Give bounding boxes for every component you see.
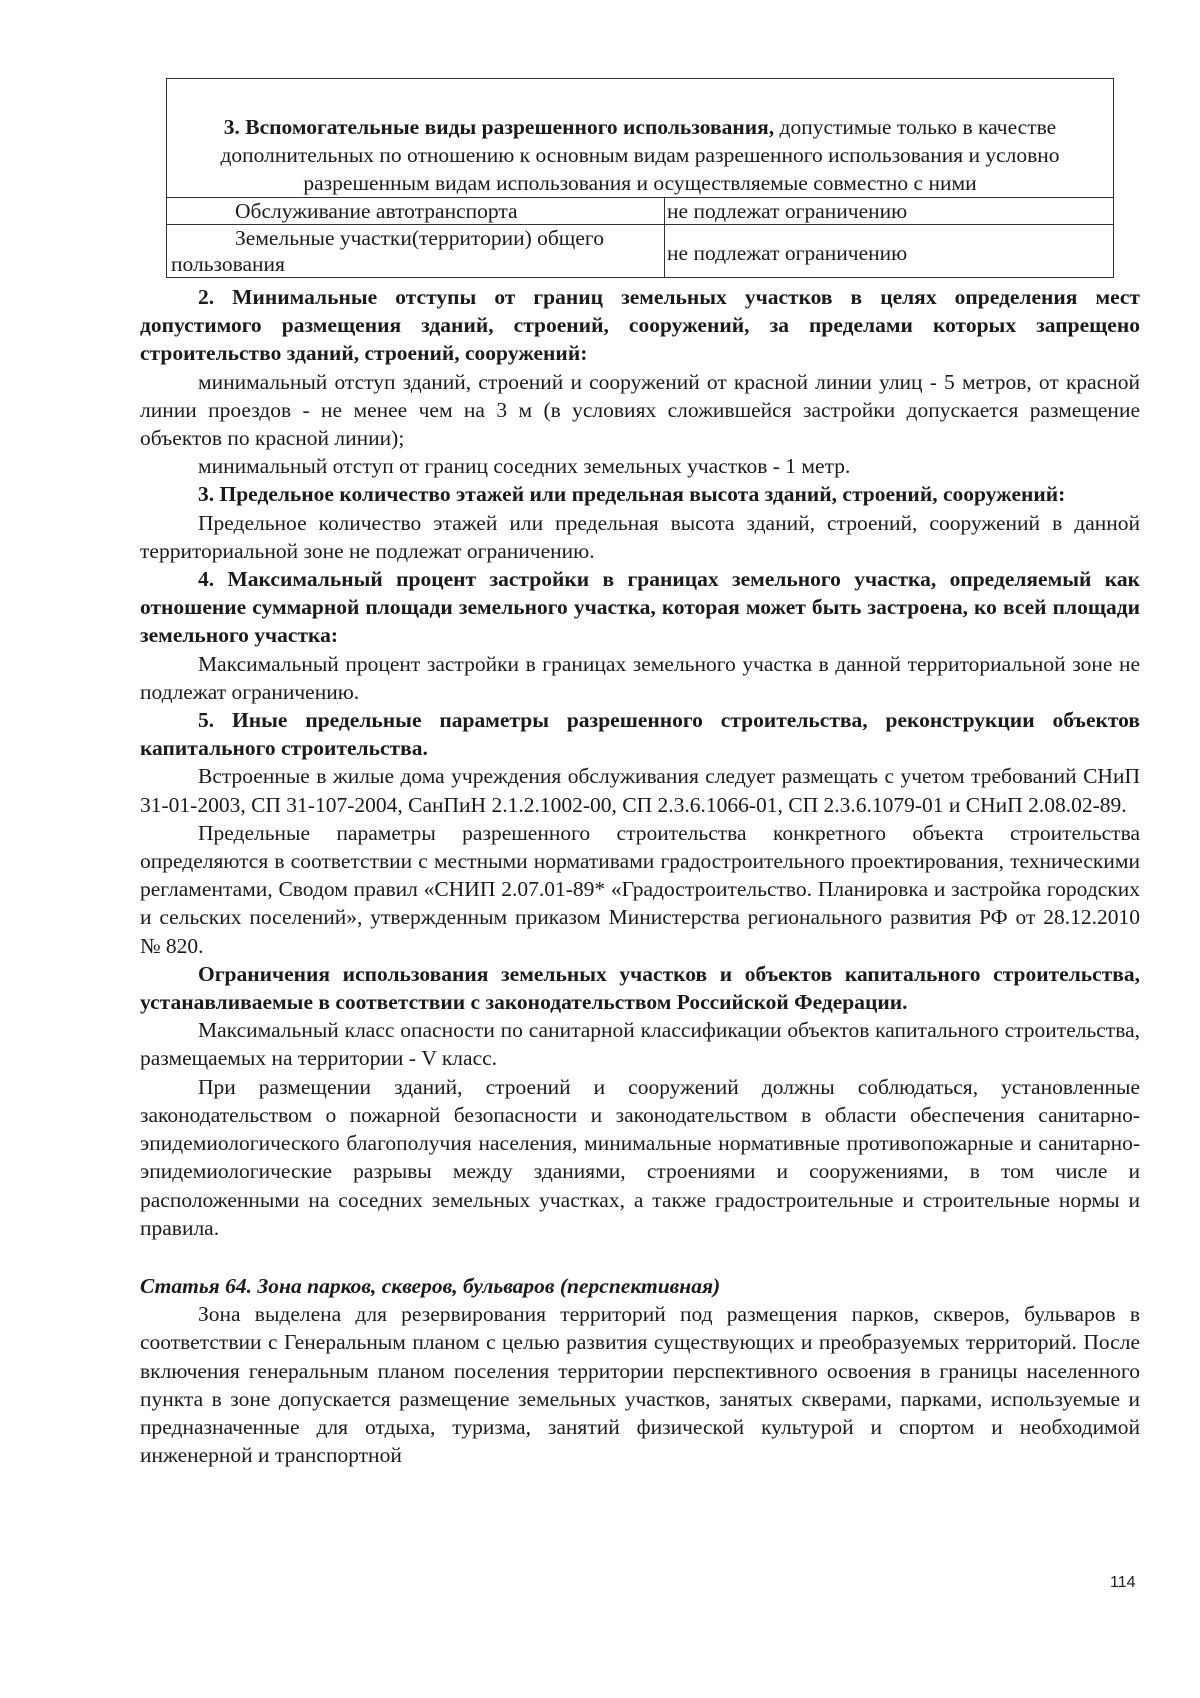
section-3-heading xyxy=(140,480,1140,508)
table-header-row xyxy=(167,79,1114,198)
document-body xyxy=(140,283,1140,1469)
paragraph: Предельное количество этажей или предельная высота зданий, строений, сооружений в данной территориальной зоне не подлежат ограничению. xyxy=(140,510,1140,563)
section-5-heading xyxy=(140,706,1140,762)
paragraph: Встроенные в жилые дома учреждения обслуживания следует размещать с учетом требований СНиП 31-01-2003, СП 31-107-2004, СанПиН 2.1.2.1002-00, СП 2.3.6.1066-01, СП 2.3.6.1079-01 и СНиП 2.08.02-89. xyxy=(140,764,1140,817)
article-heading: Статья 64. Зона парков, скверов, бульваров (перспективная) xyxy=(140,1273,721,1298)
use-text: Обслуживание автотранспорта xyxy=(235,199,518,223)
table-header-bold: 3. Вспомогательные виды разрешенного использования, xyxy=(223,115,775,139)
section-2-heading xyxy=(140,283,1140,368)
paragraph: При размещении зданий, строений и сооружений должны соблюдаться, установленные законодательством о пожарной безопасности и законодательством в области обеспечения санитарно-эпидемиологического благополучия населения, минимальные нормативные противопожарные и санитарно-эпидемиологические разрывы между зданиями, строениями и сооружениями, в том числе и расположенными на соседних земельных участках, а также градостроительные и строительные нормы и правила. xyxy=(140,1074,1140,1240)
paragraph: Максимальный процент застройки в границах земельного участка в данной территориальной зоне не подлежат ограничению. xyxy=(140,651,1140,704)
section-3-heading-text: 3. Предельное количество этажей или предельная высота зданий, строений, сооружений: xyxy=(198,482,1066,507)
table-header-cell xyxy=(167,79,1114,198)
section-4-heading-text: 4. Максимальный процент застройки в границах земельного участка, определяемый как отношение суммарной площади земельного участка, которая может быть застроена, ко всей площади земельного участка: xyxy=(140,567,1140,648)
limits-heading-text: Ограничения использования земельных участков и объектов капитального строительства, устанавливаемые в соответствии с законодательством Российской Федерации. xyxy=(140,961,1140,1015)
table-cell-use xyxy=(167,225,665,278)
limits-heading xyxy=(140,960,1140,1016)
table-row xyxy=(167,225,1114,278)
table-cell-limit: не подлежат ограничению xyxy=(665,198,1114,225)
use-text-line2: пользования xyxy=(171,252,285,276)
table-cell-use xyxy=(167,198,665,225)
spacer xyxy=(140,1242,1140,1272)
table-cell-limit: не подлежат ограничению xyxy=(665,225,1114,278)
table-row xyxy=(167,198,1114,225)
table-header-text: допустимые только в качестве дополнительных по отношению к основным видам разрешенного использования и условно разрешенным видам использования и осуществляемые совместно с ними xyxy=(220,115,1060,195)
use-text-line1: Земельные участки(территории) общего xyxy=(235,226,604,250)
paragraph: Максимальный класс опасности по санитарной классификации объектов капитального строительства, размещаемых на территории - V класс. xyxy=(140,1018,1140,1071)
section-4-heading xyxy=(140,565,1140,650)
page-number: 114 xyxy=(1110,1574,1136,1591)
paragraph: минимальный отступ зданий, строений и сооружений от красной линии улиц - 5 метров, от красной линии проездов - не менее чем на 3 м (в условиях сложившейся застройки допускается размещение объектов по красной линии); xyxy=(140,369,1140,451)
permitted-use-table xyxy=(166,78,1114,278)
section-2-heading-text: 2. Минимальные отступы от границ земельных участков в целях определения мест допустимого размещения зданий, строений, сооружений, за пределами которых запрещено строительство зданий, строений, сооружений: xyxy=(140,285,1140,366)
paragraph: Зона выделена для резервирования территорий под размещения парков, скверов, бульваров в соответствии с Генеральным планом с целью развития существующих и преобразуемых территорий. После включения генеральным планом поселения территории перспективного освоения в границы населенного пункта в зоне допускается размещение земельных участков, занятых скверами, парками, используемые и предназначенные для отдыха, туризма, занятий физической культурой и спортом и необходимой инженерной и транспортной xyxy=(140,1302,1140,1468)
paragraph: Предельные параметры разрешенного строительства конкретного объекта строительства определяются в соответствии с местными нормативами градостроительного проектирования, техническими регламентами, Сводом правил «СНИП 2.07.01-89* «Градостроительство. Планировка и застройка городских и сельских поселений», утвержденным приказом Министерства регионального развития РФ от 28.12.2010 № 820. xyxy=(140,820,1140,958)
section-5-heading-text: 5. Иные предельные параметры разрешенного строительства, реконструкции объектов капитального строительства. xyxy=(140,708,1140,761)
paragraph: минимальный отступ от границ соседних земельных участков - 1 метр. xyxy=(198,454,851,479)
